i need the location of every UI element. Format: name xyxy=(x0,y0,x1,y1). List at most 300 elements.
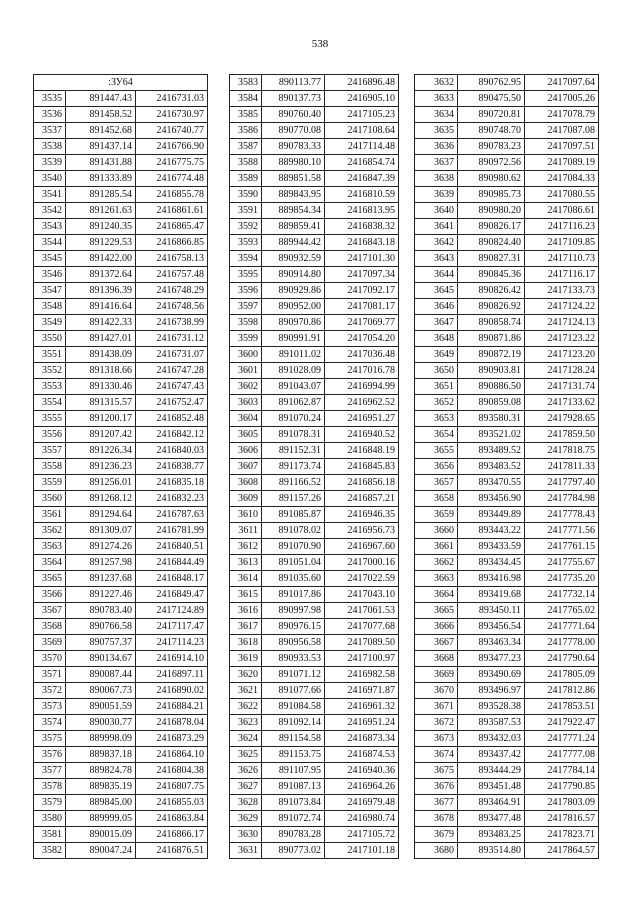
y-coordinate-cell: 2417077.68 xyxy=(325,619,399,635)
table-row xyxy=(230,539,399,555)
point-number-cell: 3661 xyxy=(415,539,458,555)
y-coordinate-cell: 2416873.34 xyxy=(325,731,399,747)
y-coordinate-cell: 2416961.32 xyxy=(325,699,399,715)
x-coordinate-cell: 889980.10 xyxy=(262,155,325,171)
x-coordinate-cell: 890980.20 xyxy=(458,203,525,219)
table-row xyxy=(415,347,599,363)
point-number-cell: 3621 xyxy=(230,683,262,699)
table-row xyxy=(34,219,208,235)
x-coordinate-cell: 891294.64 xyxy=(66,507,136,523)
x-coordinate-cell: 891236.23 xyxy=(66,459,136,475)
y-coordinate-cell: 2417771.24 xyxy=(525,731,599,747)
x-coordinate-cell: 890720.81 xyxy=(458,107,525,123)
point-number-cell: 3671 xyxy=(415,699,458,715)
y-coordinate-cell: 2416813.95 xyxy=(325,203,399,219)
table-body xyxy=(230,75,399,859)
y-coordinate-cell: 2416810.59 xyxy=(325,187,399,203)
y-coordinate-cell: 2416758.13 xyxy=(136,251,208,267)
y-coordinate-cell: 2417089.19 xyxy=(525,155,599,171)
table-row xyxy=(415,251,599,267)
point-number-cell: 3679 xyxy=(415,827,458,843)
x-coordinate-cell: 891078.02 xyxy=(262,523,325,539)
point-number-cell: 3552 xyxy=(34,363,66,379)
point-number-cell: 3584 xyxy=(230,91,262,107)
table-row xyxy=(230,731,399,747)
x-coordinate-cell: 890760.40 xyxy=(262,107,325,123)
table-row xyxy=(415,75,599,91)
x-coordinate-cell: 891447.43 xyxy=(66,91,136,107)
table-row xyxy=(34,235,208,251)
y-coordinate-cell: 2417089.50 xyxy=(325,635,399,651)
point-number-cell: 3665 xyxy=(415,603,458,619)
table-row xyxy=(34,395,208,411)
y-coordinate-cell: 2417922.47 xyxy=(525,715,599,731)
y-coordinate-cell: 2417101.30 xyxy=(325,251,399,267)
point-number-cell: 3674 xyxy=(415,747,458,763)
point-number-cell: 3586 xyxy=(230,123,262,139)
point-number-cell: 3616 xyxy=(230,603,262,619)
point-number-cell: 3583 xyxy=(230,75,262,91)
y-coordinate-cell: 2416748.56 xyxy=(136,299,208,315)
y-coordinate-cell: 2416747.28 xyxy=(136,363,208,379)
y-coordinate-cell: 2417797.40 xyxy=(525,475,599,491)
point-number-cell: 3619 xyxy=(230,651,262,667)
x-coordinate-cell: 889859.41 xyxy=(262,219,325,235)
table-row xyxy=(415,331,599,347)
y-coordinate-cell: 2416774.48 xyxy=(136,171,208,187)
table-row xyxy=(230,347,399,363)
y-coordinate-cell: 2417097.51 xyxy=(525,139,599,155)
y-coordinate-cell: 2416731.12 xyxy=(136,331,208,347)
table-row xyxy=(230,795,399,811)
x-coordinate-cell: 891200.17 xyxy=(66,411,136,427)
y-coordinate-cell: 2416731.07 xyxy=(136,347,208,363)
x-coordinate-cell: 893587.53 xyxy=(458,715,525,731)
y-coordinate-cell: 2417092.17 xyxy=(325,283,399,299)
y-coordinate-cell: 2417043.10 xyxy=(325,587,399,603)
table-row xyxy=(34,747,208,763)
y-coordinate-cell: 2417803.09 xyxy=(525,795,599,811)
y-coordinate-cell: 2417128.24 xyxy=(525,363,599,379)
table-row xyxy=(415,667,599,683)
point-number-cell: 3636 xyxy=(415,139,458,155)
coordinates-table-1 xyxy=(33,74,208,859)
table-row xyxy=(34,587,208,603)
y-coordinate-cell: 2416951.27 xyxy=(325,411,399,427)
table-row xyxy=(34,155,208,171)
point-number-cell: 3600 xyxy=(230,347,262,363)
point-number-cell: 3537 xyxy=(34,123,66,139)
point-number-cell: 3608 xyxy=(230,475,262,491)
x-coordinate-cell: 891073.84 xyxy=(262,795,325,811)
table-row xyxy=(230,123,399,139)
table-row xyxy=(415,731,599,747)
x-coordinate-cell: 890997.98 xyxy=(262,603,325,619)
x-coordinate-cell: 891092.14 xyxy=(262,715,325,731)
point-number-cell: 3667 xyxy=(415,635,458,651)
y-coordinate-cell: 2416946.35 xyxy=(325,507,399,523)
y-coordinate-cell: 2417124.22 xyxy=(525,299,599,315)
y-coordinate-cell: 2417078.79 xyxy=(525,107,599,123)
point-number-cell: 3648 xyxy=(415,331,458,347)
table-row xyxy=(415,187,599,203)
table-row xyxy=(34,91,208,107)
table-row xyxy=(34,139,208,155)
y-coordinate-cell: 2417084.33 xyxy=(525,171,599,187)
y-coordinate-cell: 2416757.48 xyxy=(136,267,208,283)
y-coordinate-cell: 2416979.48 xyxy=(325,795,399,811)
x-coordinate-cell: 891153.75 xyxy=(262,747,325,763)
table-row xyxy=(415,235,599,251)
y-coordinate-cell: 2416832.23 xyxy=(136,491,208,507)
point-number-cell: 3625 xyxy=(230,747,262,763)
y-coordinate-cell: 2417105.23 xyxy=(325,107,399,123)
point-number-cell: 3675 xyxy=(415,763,458,779)
x-coordinate-cell: 890956.58 xyxy=(262,635,325,651)
table-row xyxy=(230,827,399,843)
point-number-cell: 3673 xyxy=(415,731,458,747)
x-coordinate-cell: 890770.08 xyxy=(262,123,325,139)
table-row xyxy=(415,411,599,427)
y-coordinate-cell: 2417771.56 xyxy=(525,523,599,539)
table-row xyxy=(230,171,399,187)
x-coordinate-cell: 890871.86 xyxy=(458,331,525,347)
x-coordinate-cell: 891458.52 xyxy=(66,107,136,123)
y-coordinate-cell: 2416890.02 xyxy=(136,683,208,699)
y-coordinate-cell: 2417864.57 xyxy=(525,843,599,859)
page-number: 538 xyxy=(311,38,329,50)
table-row xyxy=(230,107,399,123)
table-row xyxy=(415,571,599,587)
x-coordinate-cell: 890134.67 xyxy=(66,651,136,667)
point-number-cell: 3544 xyxy=(34,235,66,251)
x-coordinate-cell: 891070.24 xyxy=(262,411,325,427)
table-row xyxy=(230,555,399,571)
y-coordinate-cell: 2417859.50 xyxy=(525,427,599,443)
point-number-cell: 3637 xyxy=(415,155,458,171)
y-coordinate-cell: 2417811.33 xyxy=(525,459,599,475)
point-number-cell: 3570 xyxy=(34,651,66,667)
x-coordinate-cell: 891315.57 xyxy=(66,395,136,411)
y-coordinate-cell: 2416994.99 xyxy=(325,379,399,395)
table-row xyxy=(34,731,208,747)
table-row xyxy=(34,267,208,283)
x-coordinate-cell: 893416.98 xyxy=(458,571,525,587)
point-number-cell: 3642 xyxy=(415,235,458,251)
y-coordinate-cell: 2416971.87 xyxy=(325,683,399,699)
table-row xyxy=(34,555,208,571)
x-coordinate-cell: 891422.00 xyxy=(66,251,136,267)
point-number-cell: 3664 xyxy=(415,587,458,603)
x-coordinate-cell: 890970.86 xyxy=(262,315,325,331)
y-coordinate-cell: 2416896.48 xyxy=(325,75,399,91)
point-number-cell: 3645 xyxy=(415,283,458,299)
x-coordinate-cell: 889854.34 xyxy=(262,203,325,219)
table-row xyxy=(34,571,208,587)
point-number-cell: 3567 xyxy=(34,603,66,619)
point-number-cell: 3653 xyxy=(415,411,458,427)
y-coordinate-cell: 2417124.13 xyxy=(525,315,599,331)
table-row xyxy=(230,683,399,699)
point-number-cell: 3573 xyxy=(34,699,66,715)
x-coordinate-cell: 890783.23 xyxy=(458,139,525,155)
y-coordinate-cell: 2417100.97 xyxy=(325,651,399,667)
x-coordinate-cell: 890826.17 xyxy=(458,219,525,235)
table-row xyxy=(34,843,208,859)
table-row xyxy=(34,683,208,699)
x-coordinate-cell: 889835.19 xyxy=(66,779,136,795)
y-coordinate-cell: 2417816.57 xyxy=(525,811,599,827)
point-number-cell: 3647 xyxy=(415,315,458,331)
table-row xyxy=(230,491,399,507)
y-coordinate-cell: 2417114.48 xyxy=(325,139,399,155)
table-row xyxy=(230,379,399,395)
x-coordinate-cell: 890845.36 xyxy=(458,267,525,283)
point-number-cell: 3654 xyxy=(415,427,458,443)
x-coordinate-cell: 891071.12 xyxy=(262,667,325,683)
table-row xyxy=(34,635,208,651)
table-row xyxy=(230,699,399,715)
y-coordinate-cell: 2416840.03 xyxy=(136,443,208,459)
point-number-cell: 3563 xyxy=(34,539,66,555)
x-coordinate-cell: 891043.07 xyxy=(262,379,325,395)
table-row xyxy=(34,251,208,267)
y-coordinate-cell: 2416748.29 xyxy=(136,283,208,299)
point-number-cell: 3540 xyxy=(34,171,66,187)
x-coordinate-cell: 893456.90 xyxy=(458,491,525,507)
x-coordinate-cell: 893483.25 xyxy=(458,827,525,843)
point-number-cell: 3593 xyxy=(230,235,262,251)
point-number-cell: 3646 xyxy=(415,299,458,315)
x-coordinate-cell: 891229.53 xyxy=(66,235,136,251)
table-row xyxy=(34,203,208,219)
table-row xyxy=(34,619,208,635)
table-row xyxy=(415,635,599,651)
point-number-cell: 3672 xyxy=(415,715,458,731)
x-coordinate-cell: 891157.26 xyxy=(262,491,325,507)
point-number-cell: 3588 xyxy=(230,155,262,171)
x-coordinate-cell: 890030.77 xyxy=(66,715,136,731)
table-row xyxy=(230,363,399,379)
point-number-cell: 3629 xyxy=(230,811,262,827)
y-coordinate-cell: 2417105.72 xyxy=(325,827,399,843)
y-coordinate-cell: 2416781.99 xyxy=(136,523,208,539)
point-number-cell: 3605 xyxy=(230,427,262,443)
y-coordinate-cell: 2417778.00 xyxy=(525,635,599,651)
point-number-cell: 3656 xyxy=(415,459,458,475)
x-coordinate-cell: 893496.97 xyxy=(458,683,525,699)
y-coordinate-cell: 2416845.83 xyxy=(325,459,399,475)
point-number-cell: 3566 xyxy=(34,587,66,603)
x-coordinate-cell: 890933.53 xyxy=(262,651,325,667)
x-coordinate-cell: 891072.74 xyxy=(262,811,325,827)
table-row xyxy=(34,379,208,395)
table-row xyxy=(230,587,399,603)
table-row xyxy=(415,363,599,379)
point-number-cell: 3576 xyxy=(34,747,66,763)
point-number-cell: 3643 xyxy=(415,251,458,267)
table-header-row xyxy=(34,75,208,91)
table-row xyxy=(415,123,599,139)
x-coordinate-cell: 891285.54 xyxy=(66,187,136,203)
point-number-cell: 3592 xyxy=(230,219,262,235)
y-coordinate-cell: 2416835.18 xyxy=(136,475,208,491)
x-coordinate-cell: 893490.69 xyxy=(458,667,525,683)
x-coordinate-cell: 893580.31 xyxy=(458,411,525,427)
point-number-cell: 3571 xyxy=(34,667,66,683)
x-coordinate-cell: 893437.42 xyxy=(458,747,525,763)
y-coordinate-cell: 2416766.90 xyxy=(136,139,208,155)
x-coordinate-cell: 891107.95 xyxy=(262,763,325,779)
point-number-cell: 3585 xyxy=(230,107,262,123)
x-coordinate-cell: 893514.80 xyxy=(458,843,525,859)
table-row xyxy=(34,523,208,539)
point-number-cell: 3582 xyxy=(34,843,66,859)
y-coordinate-cell: 2417109.85 xyxy=(525,235,599,251)
x-coordinate-cell: 891051.04 xyxy=(262,555,325,571)
y-coordinate-cell: 2417784.98 xyxy=(525,491,599,507)
x-coordinate-cell: 890858.74 xyxy=(458,315,525,331)
point-number-cell: 3641 xyxy=(415,219,458,235)
point-number-cell: 3662 xyxy=(415,555,458,571)
x-coordinate-cell: 891017.86 xyxy=(262,587,325,603)
y-coordinate-cell: 2416956.73 xyxy=(325,523,399,539)
point-number-cell: 3676 xyxy=(415,779,458,795)
point-number-cell: 3666 xyxy=(415,619,458,635)
x-coordinate-cell: 893477.23 xyxy=(458,651,525,667)
table-row xyxy=(230,187,399,203)
x-coordinate-cell: 893477.48 xyxy=(458,811,525,827)
table-row xyxy=(230,331,399,347)
table-row xyxy=(415,427,599,443)
point-number-cell: 3609 xyxy=(230,491,262,507)
point-number-cell: 3638 xyxy=(415,171,458,187)
x-coordinate-cell: 890137.73 xyxy=(262,91,325,107)
x-coordinate-cell: 890067.73 xyxy=(66,683,136,699)
y-coordinate-cell: 2417777.08 xyxy=(525,747,599,763)
point-number-cell: 3565 xyxy=(34,571,66,587)
y-coordinate-cell: 2416731.03 xyxy=(136,91,208,107)
table-row xyxy=(34,187,208,203)
x-coordinate-cell: 891431.88 xyxy=(66,155,136,171)
table-row xyxy=(415,507,599,523)
point-number-cell: 3580 xyxy=(34,811,66,827)
point-number-cell: 3660 xyxy=(415,523,458,539)
point-number-cell: 3574 xyxy=(34,715,66,731)
table-row xyxy=(34,427,208,443)
y-coordinate-cell: 2416807.75 xyxy=(136,779,208,795)
point-number-cell: 3548 xyxy=(34,299,66,315)
y-coordinate-cell: 2416897.11 xyxy=(136,667,208,683)
x-coordinate-cell: 891452.68 xyxy=(66,123,136,139)
x-coordinate-cell: 891274.26 xyxy=(66,539,136,555)
point-number-cell: 3611 xyxy=(230,523,262,539)
y-coordinate-cell: 2416857.21 xyxy=(325,491,399,507)
table-row xyxy=(415,587,599,603)
table-row xyxy=(415,763,599,779)
coordinates-table-3 xyxy=(414,74,599,859)
point-number-cell: 3603 xyxy=(230,395,262,411)
x-coordinate-cell: 890087.44 xyxy=(66,667,136,683)
y-coordinate-cell: 2417016.78 xyxy=(325,363,399,379)
x-coordinate-cell: 889837.18 xyxy=(66,747,136,763)
x-coordinate-cell: 891173.74 xyxy=(262,459,325,475)
table-row xyxy=(415,683,599,699)
point-number-cell: 3558 xyxy=(34,459,66,475)
y-coordinate-cell: 2417761.15 xyxy=(525,539,599,555)
y-coordinate-cell: 2416964.26 xyxy=(325,779,399,795)
x-coordinate-cell: 891011.02 xyxy=(262,347,325,363)
point-number-cell: 3617 xyxy=(230,619,262,635)
y-coordinate-cell: 2417022.59 xyxy=(325,571,399,587)
x-coordinate-cell: 890475.50 xyxy=(458,91,525,107)
x-coordinate-cell: 893489.52 xyxy=(458,443,525,459)
y-coordinate-cell: 2416864.10 xyxy=(136,747,208,763)
x-coordinate-cell: 891240.35 xyxy=(66,219,136,235)
x-coordinate-cell: 890783.40 xyxy=(66,603,136,619)
point-number-cell: 3623 xyxy=(230,715,262,731)
x-coordinate-cell: 893443.22 xyxy=(458,523,525,539)
y-coordinate-cell: 2416980.74 xyxy=(325,811,399,827)
table-row xyxy=(415,171,599,187)
x-coordinate-cell: 889851.58 xyxy=(262,171,325,187)
table-row xyxy=(230,235,399,251)
point-number-cell: 3587 xyxy=(230,139,262,155)
table-row xyxy=(415,747,599,763)
point-number-cell: 3610 xyxy=(230,507,262,523)
point-number-cell: 3553 xyxy=(34,379,66,395)
y-coordinate-cell: 2416982.58 xyxy=(325,667,399,683)
x-coordinate-cell: 890051.59 xyxy=(66,699,136,715)
table-row xyxy=(415,379,599,395)
y-coordinate-cell: 2416847.39 xyxy=(325,171,399,187)
y-coordinate-cell: 2417765.02 xyxy=(525,603,599,619)
y-coordinate-cell: 2417097.64 xyxy=(525,75,599,91)
table-row xyxy=(230,603,399,619)
y-coordinate-cell: 2416861.61 xyxy=(136,203,208,219)
x-coordinate-cell: 893470.55 xyxy=(458,475,525,491)
table-row xyxy=(415,795,599,811)
y-coordinate-cell: 2416940.52 xyxy=(325,427,399,443)
point-number-cell: 3557 xyxy=(34,443,66,459)
y-coordinate-cell: 2417928.65 xyxy=(525,411,599,427)
x-coordinate-cell: 890827.31 xyxy=(458,251,525,267)
x-coordinate-cell: 890903.81 xyxy=(458,363,525,379)
table-row xyxy=(34,123,208,139)
x-coordinate-cell: 893419.68 xyxy=(458,587,525,603)
table-row xyxy=(415,155,599,171)
table-row xyxy=(230,475,399,491)
table-row xyxy=(230,267,399,283)
table-body xyxy=(415,75,599,859)
point-number-cell: 3599 xyxy=(230,331,262,347)
point-number-cell: 3559 xyxy=(34,475,66,491)
table-row xyxy=(34,283,208,299)
y-coordinate-cell: 2417116.23 xyxy=(525,219,599,235)
table-row xyxy=(34,651,208,667)
point-number-cell: 3614 xyxy=(230,571,262,587)
table-row xyxy=(230,251,399,267)
point-number-cell: 3543 xyxy=(34,219,66,235)
x-coordinate-cell: 890980.62 xyxy=(458,171,525,187)
point-number-cell: 3577 xyxy=(34,763,66,779)
x-coordinate-cell: 891261.63 xyxy=(66,203,136,219)
table-row xyxy=(230,715,399,731)
x-coordinate-cell: 891078.31 xyxy=(262,427,325,443)
x-coordinate-cell: 889824.78 xyxy=(66,763,136,779)
x-coordinate-cell: 890976.15 xyxy=(262,619,325,635)
point-number-cell: 3550 xyxy=(34,331,66,347)
